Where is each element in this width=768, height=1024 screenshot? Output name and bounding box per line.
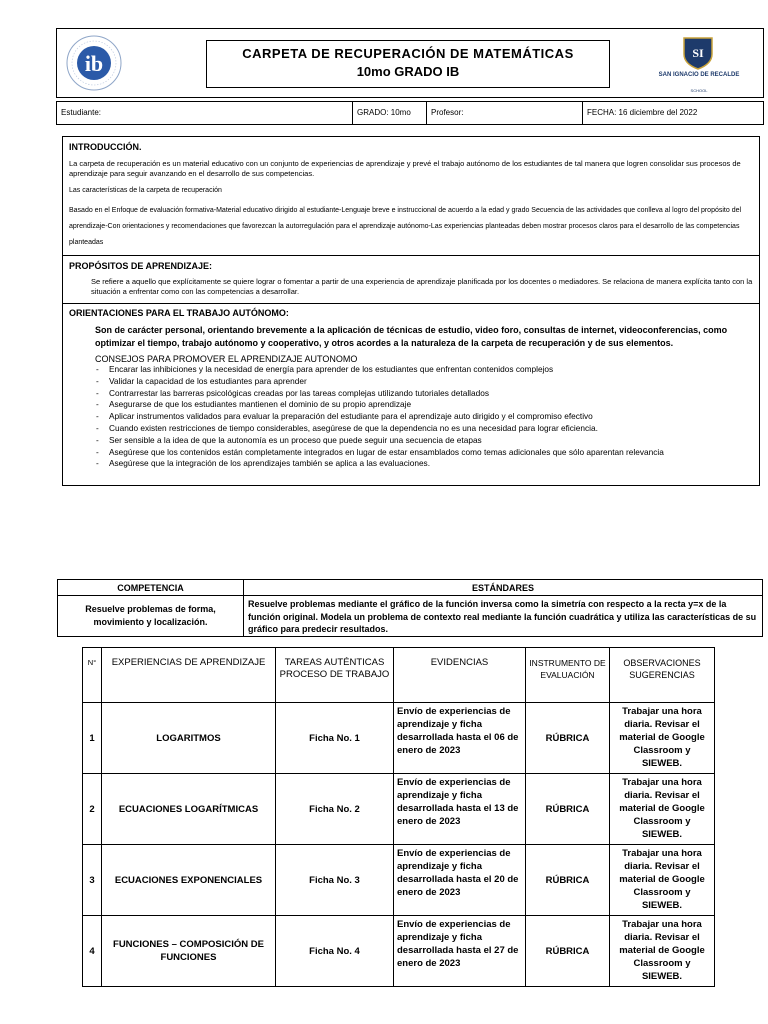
divider xyxy=(63,255,759,256)
tip-item: - Asegurarse de que los estudiantes mantienen el dominio de su propio aprendizaje xyxy=(109,399,753,411)
orientations-section xyxy=(63,308,759,470)
row-observacion: Trabajar una hora diaria. Revisar el material de Google Classroom y SIEWEB. xyxy=(610,703,715,774)
table-row xyxy=(83,916,715,987)
row-instrumento: RÚBRICA xyxy=(526,774,610,845)
teacher-field: Profesor: xyxy=(427,102,583,124)
title-line-2: 10mo GRADO IB xyxy=(356,64,460,79)
document-title xyxy=(206,40,610,88)
ib-logo-text: ib xyxy=(84,51,104,76)
intro-characteristics: Las características de la carpeta de recuperación xyxy=(69,187,222,194)
row-instrumento: RÚBRICA xyxy=(526,916,610,987)
header-instrumento: INSTRUMENTO DE EVALUACIÓN xyxy=(526,648,610,703)
tip-item: - Asegúrese que los contenidos están completamente integrados en lugar de estar ensamblados como temas adicionales que sólo aparentan relevancia xyxy=(109,447,753,459)
tip-item: - Ser sensible a la idea de que la autonomía es un proceso que puede seguir una secuencia de etapas xyxy=(109,435,753,447)
purposes-heading: PROPÓSITOS DE APRENDIZAJE: xyxy=(69,261,213,271)
grade-field: GRADO: 10mo xyxy=(353,102,427,124)
row-observacion: Trabajar una hora diaria. Revisar el material de Google Classroom y SIEWEB. xyxy=(610,774,715,845)
school-sub: SCHOOL xyxy=(690,88,708,93)
purposes-text: Se refiere a aquello que explícitamente se quiere lograr o fomentar a partir de una experiencia de aprendizaje planificada por los docentes o mediadores. Se relaciona de manera explícita tanto con la situación a enfrentar como con las competencias a desarrollar. xyxy=(91,277,753,296)
row-tarea: Ficha No. 4 xyxy=(276,916,394,987)
row-evidencia: Envío de experiencias de aprendizaje y ficha desarrollada hasta el 06 de enero de 2023 xyxy=(394,703,526,774)
divider xyxy=(63,303,759,304)
row-experiencia: FUNCIONES – COMPOSICIÓN DE FUNCIONES xyxy=(102,916,276,987)
orientations-heading: ORIENTACIONES PARA EL TRABAJO AUTÓNOMO: xyxy=(69,308,289,318)
table-row xyxy=(83,774,715,845)
row-number: 1 xyxy=(83,703,102,774)
row-observacion: Trabajar una hora diaria. Revisar el material de Google Classroom y SIEWEB. xyxy=(610,845,715,916)
intro-block xyxy=(62,136,760,486)
row-tarea: Ficha No. 1 xyxy=(276,703,394,774)
intro-paragraph: La carpeta de recuperación es un material educativo con un conjunto de experiencias de aprendizaje y prevé el trabajo autónomo de los estudiantes de tal manera que logren consolidar sus procesos de aprendizaje para seguir avanzando en el desarrollo de sus competencias. xyxy=(69,159,741,178)
estandares-header: ESTÁNDARES xyxy=(244,580,762,596)
experiences-table xyxy=(82,647,715,987)
ib-logo xyxy=(62,33,126,93)
school-crest xyxy=(672,36,724,92)
table-row xyxy=(83,703,715,774)
tip-item: - Asegúrese que la integración de los aprendizajes también se aplica a las evaluaciones. xyxy=(109,458,753,470)
row-instrumento: RÚBRICA xyxy=(526,703,610,774)
row-experiencia: ECUACIONES LOGARÍTMICAS xyxy=(102,774,276,845)
competencia-table xyxy=(57,579,763,637)
tips-heading: CONSEJOS PARA PROMOVER EL APRENDIZAJE AUTONOMO xyxy=(95,354,358,364)
tip-item: - Validar la capacidad de los estudiantes para aprender xyxy=(109,376,753,388)
row-experiencia: LOGARITMOS xyxy=(102,703,276,774)
purposes-section xyxy=(63,261,759,297)
competencia-header: COMPETENCIA xyxy=(58,580,244,596)
intro-basado: Basado en el Enfoque de evaluación formativa-Material educativo dirigido al estudiante-Lenguaje breve e instruccional de acuerdo a la edad y grado Secuencia de las actividades que conlleva al logro del propósito del aprendizaje-Con orientaciones y recomendaciones que favorezcan la autorregulación para el aprendizaje autónomo-Las experiencias planteadas deben mostrar procesos claros para el desarrollo de las competencias planteadas xyxy=(69,207,742,246)
row-tarea: Ficha No. 2 xyxy=(276,774,394,845)
row-evidencia: Envío de experiencias de aprendizaje y ficha desarrollada hasta el 27 de enero de 2023 xyxy=(394,916,526,987)
row-number: 3 xyxy=(83,845,102,916)
intro-section xyxy=(63,142,759,251)
student-info-row xyxy=(56,101,764,125)
table-header-row xyxy=(83,648,715,703)
tips-list xyxy=(69,364,753,470)
tip-item: - Contrarrestar las barreras psicológicas creadas por las tareas complejas utilizando tutoriales detallados xyxy=(109,388,753,400)
tip-item: - Encarar las inhibiciones y la necesidad de energía para aprender de los estudiantes que enfrentan contenidos complejos xyxy=(109,364,753,376)
row-instrumento: RÚBRICA xyxy=(526,845,610,916)
row-evidencia: Envío de experiencias de aprendizaje y ficha desarrollada hasta el 20 de enero de 2023 xyxy=(394,845,526,916)
header-observaciones: OBSERVACIONES SUGERENCIAS xyxy=(610,648,715,703)
date-field: FECHA: 16 diciembre del 2022 xyxy=(587,108,698,117)
school-name: SAN IGNACIO DE RECALDE xyxy=(658,72,740,78)
tip-item: - Cuando existen restricciones de tiempo considerables, asegúrese de que la dependencia no es una necesidad para lograr eficiencia. xyxy=(109,423,753,435)
row-number: 4 xyxy=(83,916,102,987)
school-monogram: SI xyxy=(692,46,704,60)
estandares-cell: Resuelve problemas mediante el gráfico de la función inversa como la simetría con respecto a la recta y=x de la función original. Modela un problema de contexto real mediante la función cuadrática y utiliza las características de su gráfico para predecir resultados. xyxy=(248,599,757,634)
header-tareas: TAREAS AUTÉNTICAS PROCESO DE TRABAJO xyxy=(276,648,394,703)
row-number: 2 xyxy=(83,774,102,845)
competencia-cell: Resuelve problemas de forma, movimiento y localización. xyxy=(58,596,244,636)
intro-heading: INTRODUCCIÓN. xyxy=(69,142,142,152)
row-experiencia: ECUACIONES EXPONENCIALES xyxy=(102,845,276,916)
header-evidencias: EVIDENCIAS xyxy=(394,648,526,703)
tip-item: - Aplicar instrumentos validados para evaluar la preparación del estudiante para el aprendizaje auto dirigido y el compromiso efectivo xyxy=(109,411,753,423)
row-tarea: Ficha No. 3 xyxy=(276,845,394,916)
header-experiencias: EXPERIENCIAS DE APRENDIZAJE xyxy=(102,648,276,703)
student-field: Estudiante: xyxy=(57,102,353,124)
header-number: N° xyxy=(83,648,102,703)
table-row xyxy=(83,845,715,916)
row-evidencia: Envío de experiencias de aprendizaje y ficha desarrollada hasta el 13 de enero de 2023 xyxy=(394,774,526,845)
row-observacion: Trabajar una hora diaria. Revisar el material de Google Classroom y SIEWEB. xyxy=(610,916,715,987)
orientations-text: Son de carácter personal, orientando brevemente a la aplicación de técnicas de estudio, video foro, consultas de internet, videoconferencias, como optimizar el tiempo, trabajo autónomo y cooperativo, y otros acordes a la naturaleza de la carpeta de recuperación y de sus elementos. xyxy=(95,325,728,348)
title-line-1: CARPETA DE RECUPERACIÓN DE MATEMÁTICAS xyxy=(242,46,574,61)
